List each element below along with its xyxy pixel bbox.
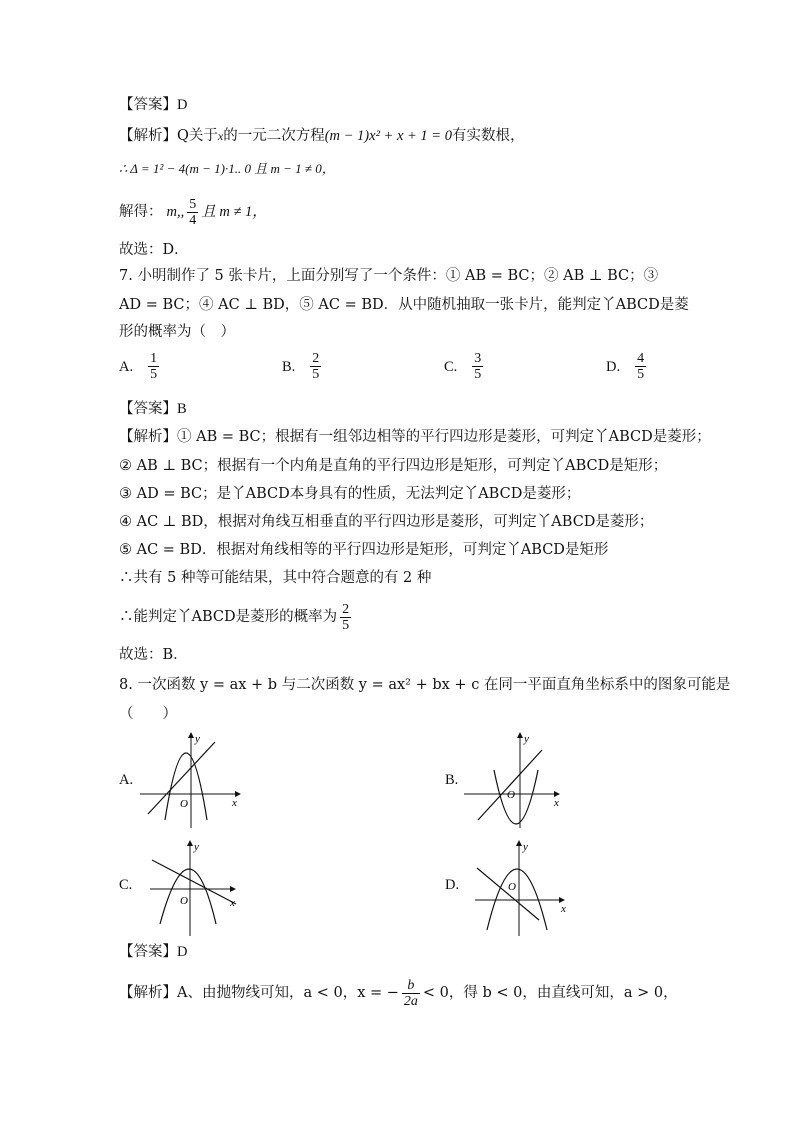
q8-analysis-line: [119, 972, 678, 1014]
graph-label-b: B.: [445, 772, 459, 788]
fraction-numerator: 2: [342, 601, 350, 617]
q6-discriminant-line: [119, 159, 335, 180]
q7-analysis-6: ∴共有 5 种等可能结果，其中符合题意的有 2 种: [119, 570, 432, 586]
q7-stem-line1: 7. 小明制作了 5 张卡片，上面分别写了一个条件：① AB = BC；② AB ⊥ BC；③: [119, 268, 659, 284]
variable-x: x: [217, 129, 224, 143]
y-label: y: [524, 733, 529, 745]
x-label: x: [561, 903, 566, 915]
q7-option-d: [606, 351, 649, 382]
x-label: x: [230, 897, 235, 909]
option-label: B.: [282, 358, 296, 375]
q7-analysis-4: ④ AC ⊥ BD，根据对角线互相垂直的平行四边形是菱形，可判定丫ABCD是菱形；: [119, 514, 654, 530]
probability-fraction: [340, 602, 351, 633]
q7-option-a: [119, 351, 162, 382]
y-axis-arrow: [517, 732, 523, 738]
discriminant: ∴ Δ = 1² − 4(m − 1)·1.. 0 且 m − 1 ≠ 0，: [119, 161, 335, 176]
q6-answer-line: [119, 95, 187, 115]
analysis-text: < 0，得 b < 0，由直线可知，a > 0，: [422, 985, 678, 1001]
fraction-denominator: 2a: [403, 993, 418, 1009]
y-label: y: [523, 841, 528, 853]
fraction-denominator: 4: [189, 212, 197, 228]
fraction-5-4: [187, 197, 198, 228]
q7-analysis-5: ⑤ AC = BD．根据对角线相等的平行四边形是矩形，可判定丫ABCD是矩形: [119, 542, 609, 558]
q8-answer-line: [119, 942, 187, 962]
parabola: [160, 869, 216, 924]
q7-probability-line: [119, 596, 354, 638]
answer-value: D: [177, 944, 188, 960]
y-label: y: [194, 841, 199, 853]
q7-analysis-2: ② AB ⊥ BC；根据有一个内角是直角的平行四边形是矩形，可判定丫ABCD是矩形；: [119, 458, 668, 474]
x-axis-arrow: [230, 886, 236, 892]
option-fraction: [148, 351, 159, 382]
option-fraction: [310, 351, 321, 382]
graph-label-c: C.: [119, 877, 133, 893]
fraction-denominator: 5: [637, 367, 645, 382]
y-axis-arrow: [187, 840, 193, 846]
option-label: C.: [444, 358, 458, 375]
option-fraction: [635, 351, 646, 382]
fraction-numerator: b: [407, 977, 415, 993]
answer-tag: 【答案】: [119, 944, 177, 960]
q6-analysis-line1: [119, 126, 524, 146]
probability-prefix: ∴能判定丫ABCD是菱形的概率为: [119, 609, 338, 625]
answer-tag: 【答案】: [119, 401, 177, 417]
graph-c: [150, 838, 260, 938]
option-label: A.: [119, 358, 134, 375]
fraction-numerator: 4: [637, 351, 645, 366]
y-axis-arrow: [516, 840, 522, 846]
fraction-denominator: 5: [150, 367, 158, 382]
fraction-numerator: 1: [150, 351, 158, 366]
line: [477, 868, 539, 920]
x-label: x: [232, 797, 237, 809]
origin-label: O: [507, 789, 515, 801]
fraction-numerator: 2: [312, 351, 320, 366]
answer-tag: 【答案】: [119, 97, 177, 113]
option-fraction: [472, 351, 483, 382]
y-axis-arrow: [188, 732, 194, 738]
line: [152, 860, 236, 904]
q8-stem-line2: （ ）: [119, 706, 177, 722]
q7-conclusion: 故选：B．: [119, 647, 188, 663]
analysis-text: Q关于: [177, 128, 218, 144]
fraction-numerator: 5: [189, 196, 197, 212]
q6-conclusion: 故选：D．: [119, 242, 189, 258]
fraction-denominator: 5: [312, 367, 320, 382]
y-label: y: [195, 733, 200, 745]
q7-analysis-1: 【解析】① AB = BC；根据有一组邻边相等的平行四边形是菱形，可判定丫ABCD是菱形；: [119, 429, 711, 445]
answer-value: D: [177, 97, 188, 113]
q6-solution-line: [119, 192, 267, 232]
solution-m: m,,: [166, 204, 185, 220]
analysis-text: 有实数根，: [451, 128, 525, 144]
q7-analysis-3: ③ AD = BC；是丫ABCD本身具有的性质，无法判定丫ABCD是菱形；: [119, 486, 581, 502]
analysis-tag: 【解析】: [119, 128, 177, 144]
q7-answer-line: [119, 399, 187, 419]
solution-suffix: 且 m ≠ 1，: [201, 204, 267, 220]
graph-label-a: A.: [119, 772, 134, 788]
fraction-numerator: 3: [474, 351, 482, 366]
origin-label: O: [508, 881, 516, 893]
option-label: D.: [606, 358, 621, 375]
graph-a: [140, 730, 250, 830]
q7-option-c: [444, 351, 486, 382]
answer-value: B: [177, 401, 187, 417]
equation: (m − 1)x² + x + 1 = 0: [324, 128, 452, 144]
x-label: x: [554, 797, 559, 809]
fraction-denominator: 5: [342, 617, 350, 633]
q7-stem-line3: 形的概率为（ ）: [119, 324, 235, 340]
origin-label: O: [180, 798, 188, 810]
q7-option-b: [282, 351, 324, 382]
fraction-denominator: 5: [474, 367, 482, 382]
origin-label: O: [180, 895, 188, 907]
analysis-text: 【解析】A、由抛物线可知，a < 0，x = −: [119, 985, 399, 1001]
analysis-fraction: [402, 978, 420, 1009]
graph-d: [475, 838, 585, 938]
q7-stem-line2: AD = BC；④ AC ⊥ BD，⑤ AC = BD．从中随机抽取一张卡片，能判定丫ABCD是菱: [119, 297, 689, 313]
graph-label-d: D.: [445, 877, 460, 893]
graph-b: [464, 730, 574, 830]
q8-stem-line1: 8. 一次函数 y = ax + b 与二次函数 y = ax² + bx + c 在同一平面直角坐标系中的图象可能是: [119, 677, 731, 693]
line: [478, 750, 542, 820]
solution-prefix: 解得：: [119, 204, 163, 220]
analysis-text: 的一元二次方程: [223, 128, 325, 144]
